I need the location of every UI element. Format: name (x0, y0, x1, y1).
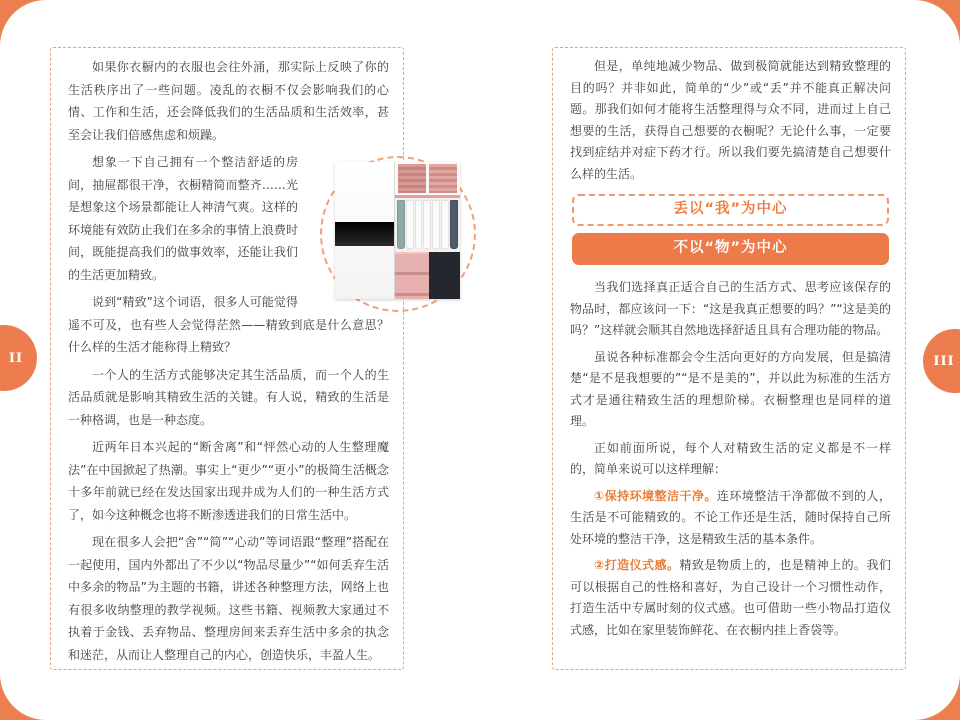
garment (406, 200, 414, 250)
hanging-garments-rail (395, 198, 460, 253)
page-number-tab-right (923, 329, 960, 393)
point-text: 精致是物质上的，也是精神上的。我们可以根据自己的性格和喜好，为自己设计一个习惯性动作，打造生活中专属时刻的仪式感。也可借助一些小物品打造仪式感，比如在家里装饰鲜花、在衣橱内挂上香袋等。 (570, 558, 891, 637)
paragraph: 一个人的生活方式能够决定其生活品质，而一个人的生活品质就是影响其精致生活的关键。有人说，精致的生活是一种格调，也是一种态度。 (68, 367, 389, 427)
left-page-content (51, 48, 403, 666)
slogan-box-discard-me-centered: 丢以“我”为中心 (572, 194, 889, 226)
dark-clothes (429, 252, 460, 299)
right-page-content (553, 48, 905, 641)
page-number-tab-left (0, 325, 37, 391)
folded-clothes (429, 164, 457, 193)
garment (397, 200, 405, 250)
paragraph: 如果你衣橱内的衣服也会往外涌，那实际上反映了你的生活秩序出了一些问题。凌乱的衣橱不仅会影响我们的心情、工作和生活，还会降低我们的生活品质和生活效率，甚至会让我们倍感焦虑和烦躁。 (68, 60, 389, 142)
page-number: III (933, 353, 955, 369)
paragraph: 正如前面所说，每个人对精致生活的定义都是不一样的，简单来说可以这样理解： (570, 440, 891, 476)
paragraph: 近两年日本兴起的“断舍离”和“怦然心动的人生整理魔法”在中国掀起了热潮。事实上“更少”“更小”的极简生活概念十多年前就已经在发达国家出现并成为人们的一种生活方式了，如今这种概念也将不断渗透进我们的日常生活中。 (68, 440, 389, 522)
numbered-point (570, 555, 891, 641)
paragraph: 想象一下自己拥有一个整洁舒适的房间，抽屉都很干净，衣橱精简而整齐……光是想象这个场景都能让人神清气爽。这样的环境能有效防止我们在多余的事情上浪费时间，既能提高我们的做事效率，还能让我们的生活更加精致。 (68, 155, 298, 282)
door-glass-band (335, 222, 394, 245)
point-lead: ①保持环境整洁干净。 (594, 488, 717, 503)
right-page (552, 47, 906, 670)
garment (423, 200, 431, 250)
numbered-point (570, 486, 891, 551)
garment (450, 200, 458, 250)
paragraph: 现在很多人会把“舍”“简”“心动”等词语跟“整理”搭配在一起使用，国内外都出了不少以“物品尽量少”“如何丢弃生活中多余的物品”为主题的书籍，讲述各种整理方法，网络上也有很多收纳整理的教学视频。这些书籍、视频教大家通过不执着于金钱、丢弃物品、整理房间来丢弃生活中多余的执念和迷茫，从而让人整理自己的内心，创造快乐，丰盈人生。 (68, 535, 389, 662)
slogan-box-not-thing-centered: 不以“物”为中心 (572, 233, 889, 265)
garment (441, 200, 449, 250)
folded-clothes-shelf (395, 162, 460, 198)
slogan-boxes (572, 194, 889, 265)
left-page (50, 47, 404, 670)
paragraph: 但是，单纯地减少物品、做到极简就能达到精致整理的目的吗？并非如此，简单的“少”或“丢”并不能真正解决问题。那我们如何才能将生活整理得与众不同，进而过上自己想要的生活，获得自己想要的衣橱呢？无论什么事，一定要找到症结并对症下药才行。所以我们要先搞清楚自己想要什么样的生活。 (570, 59, 891, 181)
wardrobe-sliding-door (335, 162, 395, 299)
paragraph: 当我们选择真正适合自己的生活方式、思考应该保存的物品时，都应该问一下：“这是我真正想要的吗？”“这是美的吗？”这样就会顺其自然地选择舒适且具有合理功能的物品。 (570, 280, 891, 337)
wardrobe-interior (395, 162, 460, 299)
point-lead: ②打造仪式感。 (594, 558, 680, 572)
paragraph: 说到“精致”这个词语，很多人可能觉得遥不可及，也有些人会觉得茫然——精致到底是什么意思？什么样的生活才能称得上精致？ (68, 295, 389, 354)
garment (432, 200, 440, 250)
wardrobe-bottom (395, 252, 460, 299)
folded-clothes (398, 164, 426, 193)
pink-drawers (395, 252, 429, 299)
paragraph: 虽说各种标准都会令生活向更好的方向发展，但是搞清楚“是不是我想要的”“是不是美的”，并以此为标准的生活方式才是通往精致生活的理想阶梯。衣橱整理也是同样的道理。 (570, 349, 891, 428)
wardrobe-photo (335, 162, 460, 299)
page-number: II (8, 350, 24, 366)
garment (415, 200, 423, 250)
point-text: 连环境整洁干净都做不到的人，生活是不可能精致的。不论工作还是生活，随时保持自己所处环境的整洁干净，这是精致生活的基本条件。 (570, 488, 891, 546)
